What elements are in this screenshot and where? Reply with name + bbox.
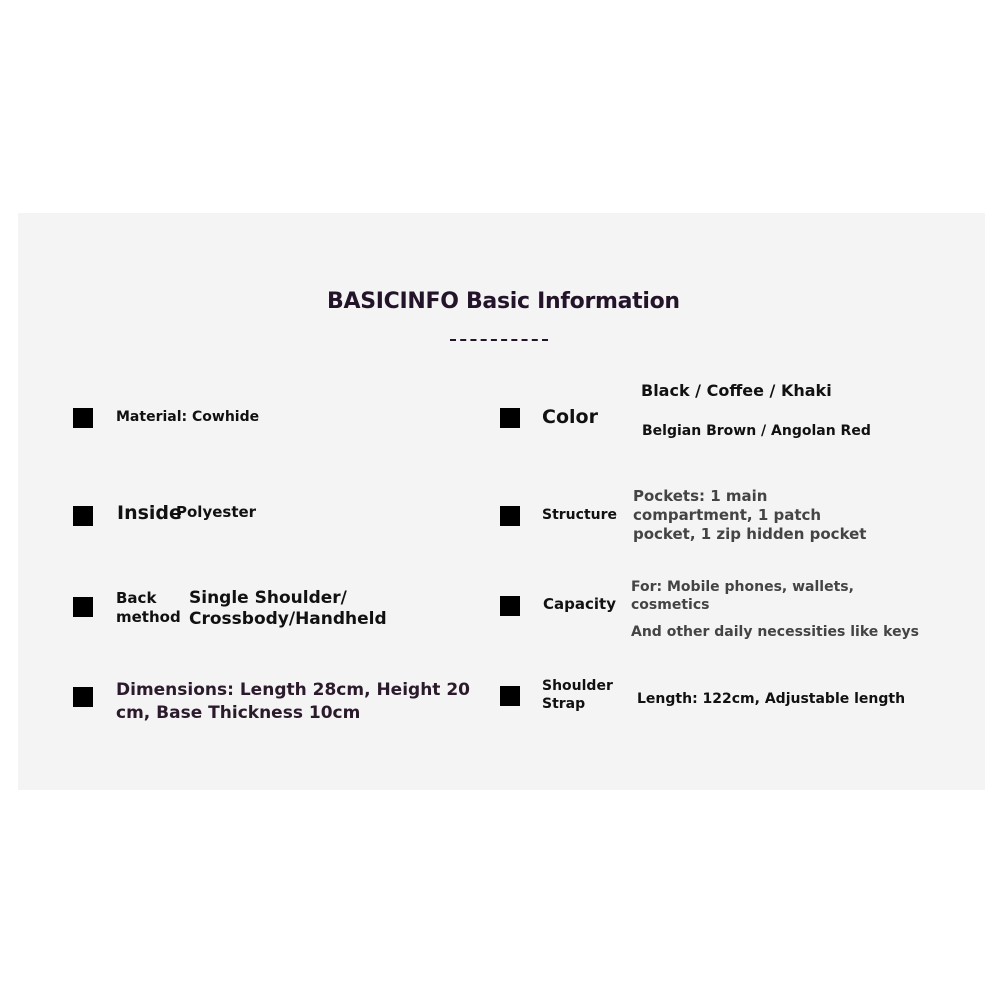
capacity-value-line3: And other daily necessities like keys: [631, 624, 920, 640]
bullet-icon: [500, 408, 520, 428]
capacity-value-line2: cosmetics: [631, 597, 710, 613]
color-value-line2: Belgian Brown / Angolan Red: [642, 423, 871, 439]
bullet-icon: [500, 686, 520, 706]
inside-label: Inside: [117, 502, 182, 524]
capacity-label: Capacity: [543, 595, 616, 613]
structure-value-line1: Pockets: 1 main: [633, 487, 768, 505]
dimensions-line2: cm, Base Thickness 10cm: [116, 703, 361, 723]
back-method-value-line2: Crossbody/Handheld: [189, 609, 387, 629]
shoulder-strap-label-line2: Strap: [542, 696, 586, 712]
capacity-value-line1: For: Mobile phones, wallets,: [631, 579, 854, 595]
back-method-value-line1: Single Shoulder/: [189, 588, 347, 608]
bullet-icon: [73, 408, 93, 428]
back-method-label-line1: Back: [116, 589, 157, 607]
structure-value-line2: compartment, 1 patch: [633, 506, 822, 524]
title-divider: [450, 339, 548, 341]
bullet-icon: [500, 506, 520, 526]
bullet-icon: [73, 506, 93, 526]
structure-value-line3: pocket, 1 zip hidden pocket: [633, 525, 867, 543]
back-method-label-line2: method: [116, 608, 181, 626]
shoulder-strap-value: Length: 122cm, Adjustable length: [637, 691, 906, 707]
color-value-line1: Black / Coffee / Khaki: [641, 381, 832, 400]
bullet-icon: [73, 597, 93, 617]
material-text: Material: Cowhide: [116, 409, 260, 425]
bullet-icon: [73, 687, 93, 707]
color-label: Color: [542, 406, 598, 428]
dimensions-line1: Dimensions: Length 28cm, Height 20: [116, 680, 471, 700]
structure-label: Structure: [542, 507, 618, 523]
page-title: BASICINFO Basic Information: [327, 289, 680, 314]
shoulder-strap-label-line1: Shoulder: [542, 678, 613, 694]
bullet-icon: [500, 596, 520, 616]
inside-value: Polyester: [176, 503, 257, 521]
